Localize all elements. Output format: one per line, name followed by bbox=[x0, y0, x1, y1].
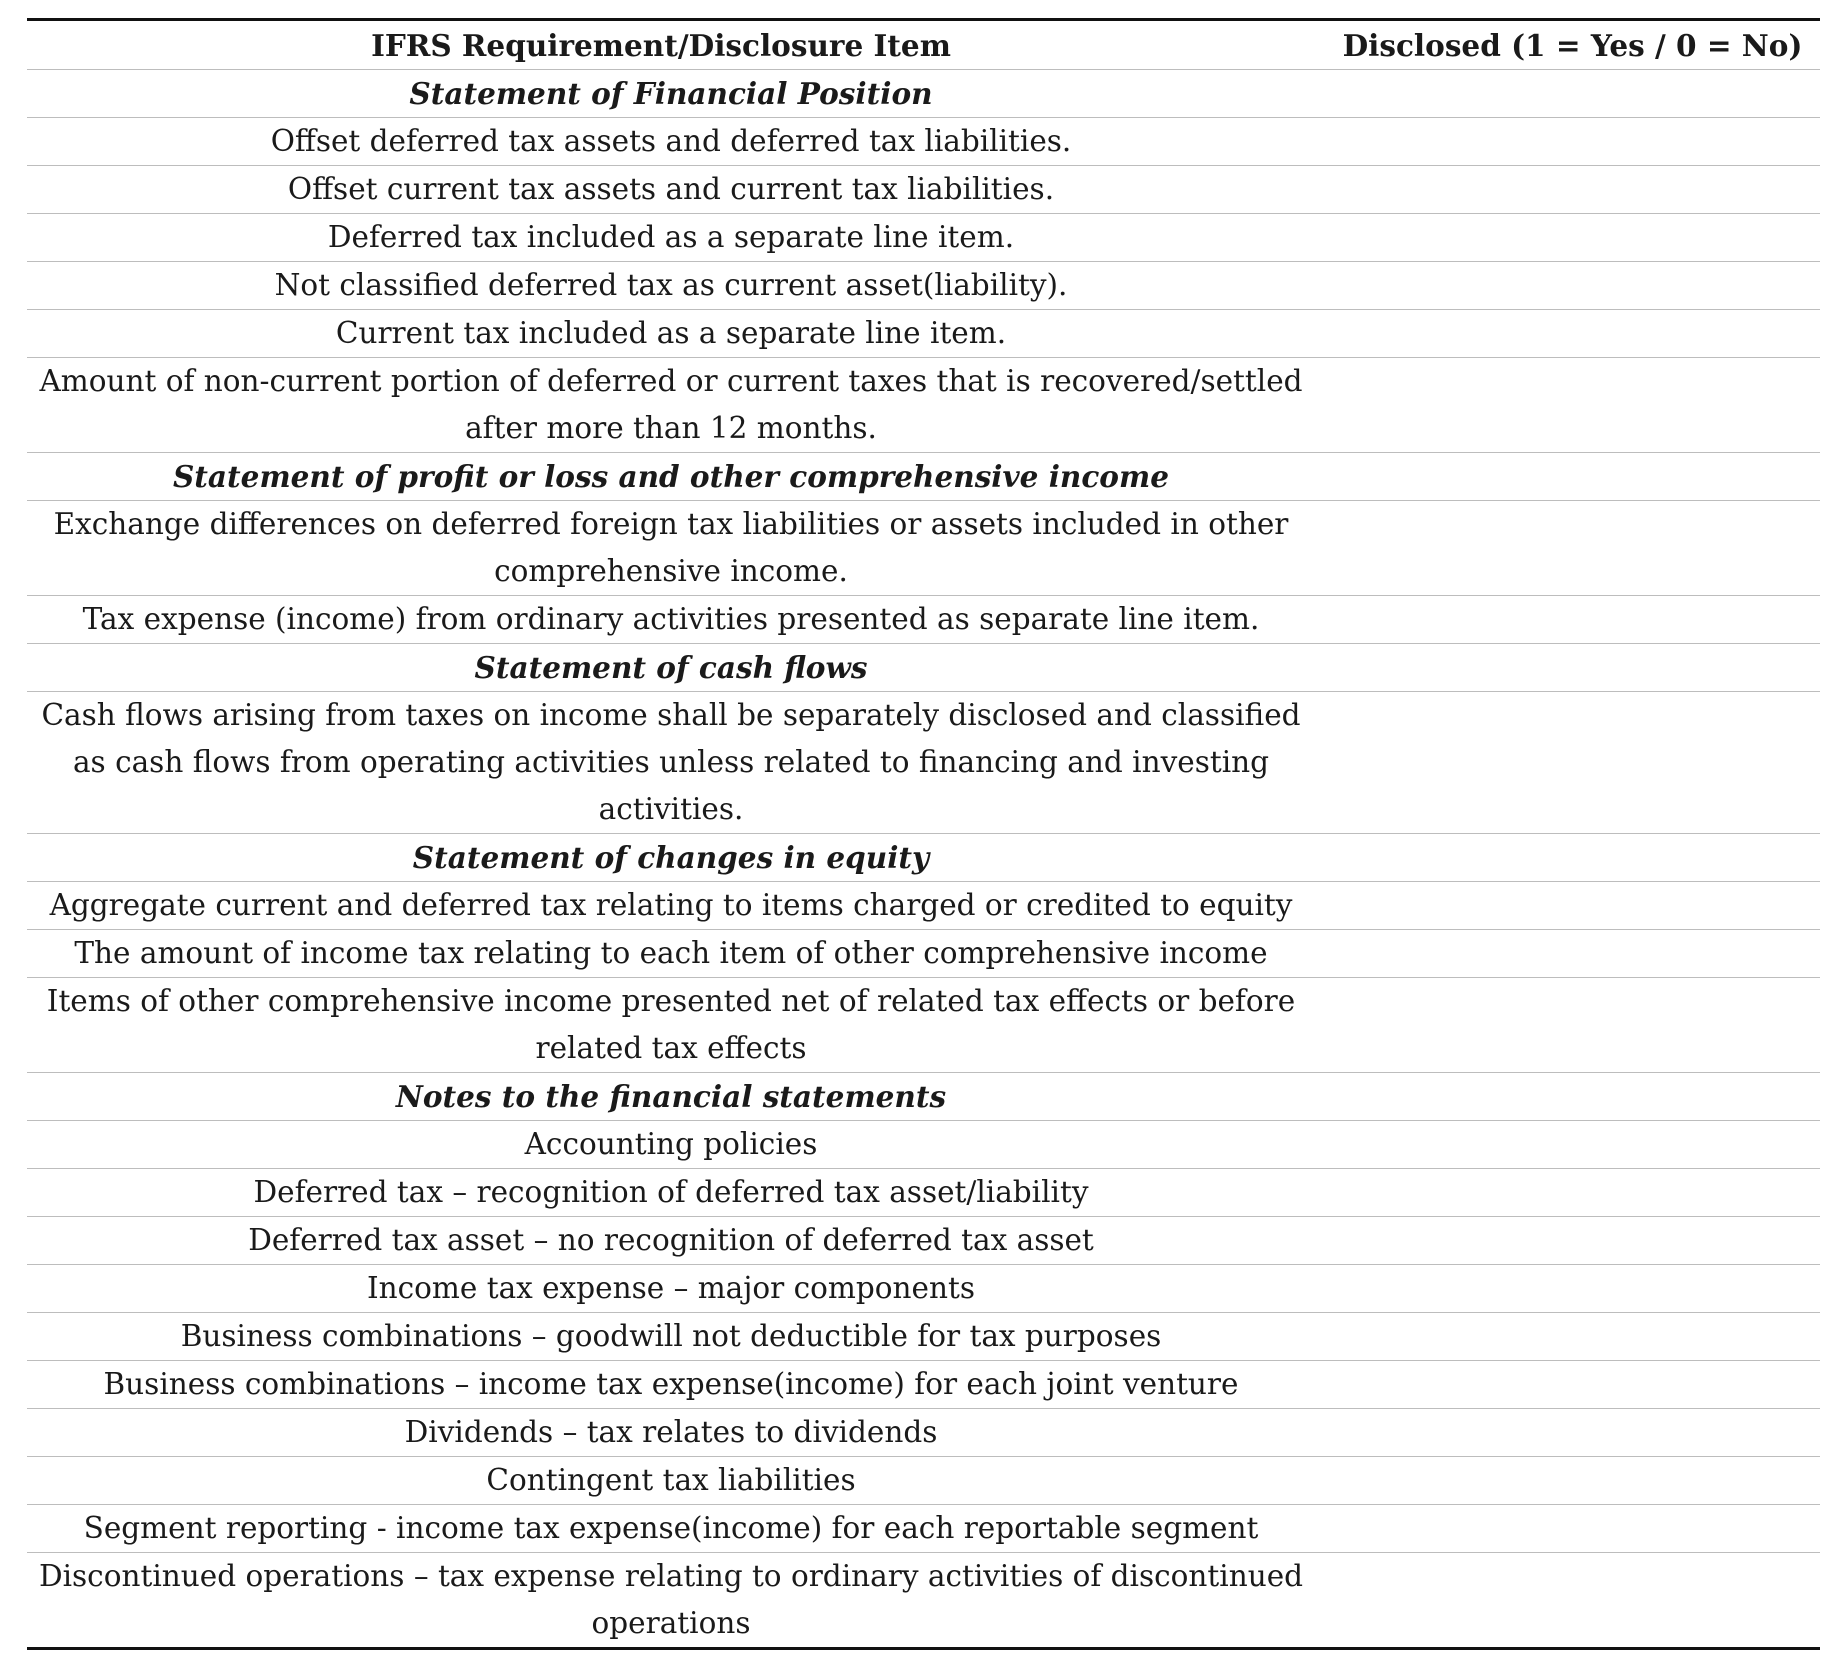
section-title: Statement of Financial Position bbox=[27, 70, 1315, 118]
disclosure-table bbox=[27, 18, 1820, 1650]
requirement-cell: Accounting policies bbox=[27, 1121, 1315, 1169]
section-empty-cell bbox=[1315, 70, 1820, 118]
disclosed-cell bbox=[1315, 1265, 1820, 1313]
requirement-cell: The amount of income tax relating to each item of other comprehensive income bbox=[27, 930, 1315, 978]
table-header bbox=[27, 20, 1820, 70]
table-row bbox=[27, 214, 1820, 262]
column-header-disclosed: Disclosed (1 = Yes / 0 = No) bbox=[1315, 20, 1820, 70]
table-row bbox=[27, 166, 1820, 214]
requirement-cell: Deferred tax – recognition of deferred tax asset/liability bbox=[27, 1169, 1315, 1217]
disclosed-cell bbox=[1315, 596, 1820, 644]
requirement-cell: Items of other comprehensive income presented net of related tax effects or before related tax effects bbox=[27, 978, 1315, 1073]
section-header-row bbox=[27, 1073, 1820, 1121]
section-header-row bbox=[27, 834, 1820, 882]
disclosed-cell bbox=[1315, 882, 1820, 930]
requirement-cell: Deferred tax asset – no recognition of deferred tax asset bbox=[27, 1217, 1315, 1265]
disclosed-cell bbox=[1315, 1553, 1820, 1649]
disclosed-cell bbox=[1315, 166, 1820, 214]
section-title: Statement of changes in equity bbox=[27, 834, 1315, 882]
requirement-cell: Income tax expense – major components bbox=[27, 1265, 1315, 1313]
requirement-cell: Tax expense (income) from ordinary activities presented as separate line item. bbox=[27, 596, 1315, 644]
disclosed-cell bbox=[1315, 692, 1820, 834]
table-row bbox=[27, 882, 1820, 930]
section-title: Statement of cash flows bbox=[27, 644, 1315, 692]
requirement-cell: Exchange differences on deferred foreign tax liabilities or assets included in other comprehensive income. bbox=[27, 501, 1315, 596]
section-header-row bbox=[27, 453, 1820, 501]
requirement-cell: Cash flows arising from taxes on income shall be separately disclosed and classified as cash flows from operating activities unless related to financing and investing activities. bbox=[27, 692, 1315, 834]
disclosed-cell bbox=[1315, 1217, 1820, 1265]
disclosed-cell bbox=[1315, 1361, 1820, 1409]
section-empty-cell bbox=[1315, 1073, 1820, 1121]
requirement-cell: Offset current tax assets and current tax liabilities. bbox=[27, 166, 1315, 214]
table-row bbox=[27, 358, 1820, 453]
requirement-cell: Aggregate current and deferred tax relating to items charged or credited to equity bbox=[27, 882, 1315, 930]
disclosed-cell bbox=[1315, 1313, 1820, 1361]
requirement-cell: Amount of non-current portion of deferred or current taxes that is recovered/settled after more than 12 months. bbox=[27, 358, 1315, 453]
requirement-cell: Business combinations – goodwill not deductible for tax purposes bbox=[27, 1313, 1315, 1361]
disclosed-cell bbox=[1315, 1169, 1820, 1217]
disclosed-cell bbox=[1315, 501, 1820, 596]
table-row bbox=[27, 1217, 1820, 1265]
section-empty-cell bbox=[1315, 834, 1820, 882]
disclosed-cell bbox=[1315, 978, 1820, 1073]
table-row bbox=[27, 596, 1820, 644]
disclosed-cell bbox=[1315, 930, 1820, 978]
table-row bbox=[27, 1313, 1820, 1361]
requirement-cell: Dividends – tax relates to dividends bbox=[27, 1409, 1315, 1457]
disclosed-cell bbox=[1315, 1121, 1820, 1169]
section-empty-cell bbox=[1315, 644, 1820, 692]
disclosed-cell bbox=[1315, 1457, 1820, 1505]
table-row bbox=[27, 1265, 1820, 1313]
table-row bbox=[27, 1553, 1820, 1649]
table-row bbox=[27, 1121, 1820, 1169]
section-header-row bbox=[27, 70, 1820, 118]
section-empty-cell bbox=[1315, 453, 1820, 501]
disclosed-cell bbox=[1315, 1505, 1820, 1553]
requirement-cell: Contingent tax liabilities bbox=[27, 1457, 1315, 1505]
table-row bbox=[27, 1409, 1820, 1457]
disclosed-cell bbox=[1315, 358, 1820, 453]
table-body bbox=[27, 70, 1820, 1649]
requirement-cell: Discontinued operations – tax expense relating to ordinary activities of discontinued operations bbox=[38, 1559, 1304, 1640]
requirement-cell: Deferred tax included as a separate line item. bbox=[27, 214, 1315, 262]
disclosed-cell bbox=[1315, 214, 1820, 262]
disclosed-cell bbox=[1315, 1409, 1820, 1457]
table-row bbox=[27, 501, 1820, 596]
table-row bbox=[27, 930, 1820, 978]
table-row bbox=[27, 1457, 1820, 1505]
table-row bbox=[27, 1505, 1820, 1553]
column-header-requirement: IFRS Requirement/Disclosure Item bbox=[27, 20, 1315, 70]
table-row bbox=[27, 262, 1820, 310]
table-row bbox=[27, 310, 1820, 358]
table-row bbox=[27, 1361, 1820, 1409]
requirement-cell: Segment reporting - income tax expense(income) for each reportable segment bbox=[27, 1505, 1315, 1553]
section-header-row bbox=[27, 644, 1820, 692]
disclosed-cell bbox=[1315, 118, 1820, 166]
requirement-cell: Not classified deferred tax as current asset(liability). bbox=[27, 262, 1315, 310]
requirement-cell: Current tax included as a separate line item. bbox=[27, 310, 1315, 358]
disclosed-cell bbox=[1315, 310, 1820, 358]
requirement-cell: Offset deferred tax assets and deferred tax liabilities. bbox=[27, 118, 1315, 166]
table-row bbox=[27, 1169, 1820, 1217]
table-row bbox=[27, 118, 1820, 166]
header-row bbox=[27, 20, 1820, 70]
disclosed-cell bbox=[1315, 262, 1820, 310]
requirement-cell: Business combinations – income tax expense(income) for each joint venture bbox=[27, 1361, 1315, 1409]
table-row bbox=[27, 692, 1820, 834]
table-row bbox=[27, 978, 1820, 1073]
section-title: Statement of profit or loss and other comprehensive income bbox=[27, 453, 1315, 501]
section-title: Notes to the financial statements bbox=[27, 1073, 1315, 1121]
